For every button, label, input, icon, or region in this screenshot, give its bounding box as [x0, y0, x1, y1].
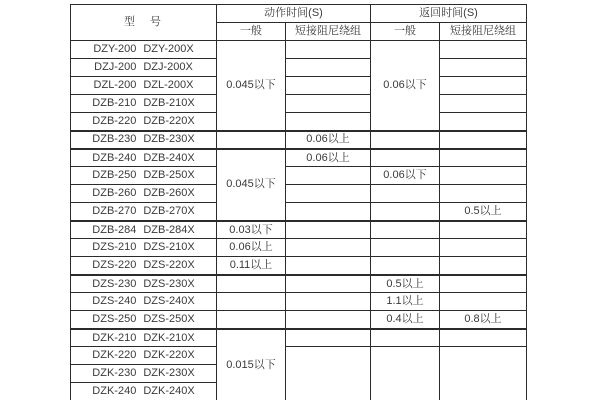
- model-name-x: DZB-220X: [143, 115, 195, 128]
- model-name: DZK-230: [92, 367, 137, 380]
- model-cell: [71, 59, 217, 77]
- model-name: DZJ-200: [94, 61, 137, 74]
- action-damping-cell: [286, 311, 371, 329]
- model-name-x: DZK-230X: [143, 367, 195, 380]
- return-general-cell: [371, 185, 440, 203]
- model-name-x: DZB-250X: [143, 169, 195, 182]
- model-name-x: DZS-210X: [143, 241, 195, 254]
- table-row: [71, 275, 527, 293]
- action-general-cell: 0.11以上: [217, 257, 286, 275]
- return-general-cell: 0.4以上: [371, 311, 440, 329]
- return-general-cell: [371, 221, 440, 239]
- model-cell: [71, 239, 217, 257]
- model-name: DZL-200: [93, 79, 137, 92]
- model-cell: [71, 383, 217, 400]
- table-row: [71, 167, 527, 185]
- action-damping-cell: 0.06以上: [286, 131, 371, 149]
- return-general-cell: 0.5以上: [371, 275, 440, 293]
- return-damping-cell: [440, 59, 527, 77]
- return-general-cell: [371, 203, 440, 221]
- return-general-cell: 0.06以下: [371, 167, 440, 185]
- action-damping-cell: [286, 167, 371, 185]
- action-general-cell: 0.015以下: [217, 329, 286, 400]
- model-name-x: DZL-200X: [143, 79, 194, 92]
- model-name-x: DZB-240X: [143, 151, 195, 164]
- table-row: [71, 257, 527, 275]
- table-row: [71, 59, 527, 77]
- return-damping-cell: [440, 149, 527, 167]
- action-damping-cell: [286, 203, 371, 221]
- model-cell: [71, 221, 217, 239]
- table-row: [71, 95, 527, 113]
- model-cell: [71, 113, 217, 131]
- model-cell: [71, 41, 217, 59]
- model-name-x: DZB-284X: [143, 223, 195, 236]
- action-general-cell: 0.03以下: [217, 221, 286, 239]
- return-damping-cell: [440, 95, 527, 113]
- model-cell: [71, 203, 217, 221]
- action-damping-cell: [286, 113, 371, 131]
- return-damping-cell: [440, 77, 527, 95]
- return-damping-cell: [440, 113, 527, 131]
- model-name-x: DZB-270X: [143, 205, 195, 218]
- table-row: [71, 149, 527, 167]
- return-damping-cell: [440, 41, 527, 59]
- model-cell: [71, 167, 217, 185]
- return-general-cell: [371, 131, 440, 149]
- return-damping-cell: [440, 221, 527, 239]
- return-damping-cell: [440, 185, 527, 203]
- return-damping-cell: 0.8以上: [440, 311, 527, 329]
- model-name: DZB-284: [92, 223, 137, 236]
- model-name-x: DZB-230X: [143, 133, 195, 146]
- model-cell: [71, 131, 217, 149]
- action-damping-cell: [286, 257, 371, 275]
- return-time-header: 返回时间(S): [371, 5, 527, 23]
- model-name: DZK-220: [92, 349, 137, 362]
- model-name: DZS-250: [92, 313, 137, 326]
- table-row: [71, 113, 527, 131]
- model-name: DZS-240: [92, 295, 137, 308]
- model-name: DZB-240: [92, 151, 137, 164]
- model-name: DZB-260: [92, 187, 137, 200]
- model-cell: [71, 275, 217, 293]
- model-name-x: DZK-240X: [143, 385, 195, 398]
- model-name: DZB-230: [92, 133, 137, 146]
- return-general-cell: [371, 347, 440, 400]
- return-damping-cell: [440, 131, 527, 149]
- model-header: [71, 5, 217, 41]
- action-damping-header: 短接阻尼绕组: [286, 23, 371, 41]
- model-name: DZS-210: [92, 241, 137, 254]
- model-cell: [71, 365, 217, 383]
- table-row: [71, 311, 527, 329]
- action-damping-cell: [286, 77, 371, 95]
- return-damping-cell: [440, 347, 527, 400]
- model-name-x: DZS-230X: [143, 277, 195, 290]
- model-name-x: DZK-220X: [143, 349, 195, 362]
- model-header-label: 型 号: [124, 16, 163, 29]
- return-general-cell: 1.1以上: [371, 293, 440, 311]
- action-damping-cell: [286, 185, 371, 203]
- action-damping-cell: [286, 329, 371, 347]
- model-cell: [71, 311, 217, 329]
- model-name-x: DZS-240X: [143, 295, 195, 308]
- return-damping-cell: [440, 329, 527, 347]
- table-row: [71, 347, 527, 365]
- return-damping-cell: [440, 239, 527, 257]
- spec-table: [70, 4, 527, 400]
- model-name: DZY-200: [93, 43, 137, 56]
- model-name-x: DZY-200X: [143, 43, 194, 56]
- model-cell: [71, 329, 217, 347]
- action-general-cell: [217, 311, 286, 329]
- action-general-cell: [217, 131, 286, 149]
- table-row: [71, 239, 527, 257]
- return-general-cell: [371, 149, 440, 167]
- model-cell: [71, 293, 217, 311]
- action-damping-cell: [286, 347, 371, 400]
- return-general-cell: 0.06以下: [371, 41, 440, 131]
- table-row: [71, 41, 527, 59]
- action-general-cell: 0.045以下: [217, 41, 286, 131]
- model-name: DZS-220: [92, 259, 137, 272]
- action-general-cell: [217, 275, 286, 293]
- table-row: [71, 185, 527, 203]
- action-damping-cell: [286, 221, 371, 239]
- model-cell: [71, 257, 217, 275]
- model-name-x: DZS-250X: [143, 313, 195, 326]
- model-name: DZB-270: [92, 205, 137, 218]
- model-name-x: DZB-210X: [143, 97, 195, 110]
- model-cell: [71, 95, 217, 113]
- model-name: DZK-240: [92, 385, 137, 398]
- model-cell: [71, 185, 217, 203]
- return-damping-cell: 0.5以上: [440, 203, 527, 221]
- action-general-cell: 0.06以上: [217, 239, 286, 257]
- return-damping-cell: [440, 167, 527, 185]
- table-row: [71, 329, 527, 347]
- model-name: DZK-210: [92, 331, 137, 344]
- table-row: [71, 131, 527, 149]
- model-name-x: DZJ-200X: [143, 61, 193, 74]
- model-name: DZB-220: [92, 115, 137, 128]
- model-cell: [71, 347, 217, 365]
- model-cell: [71, 77, 217, 95]
- action-time-header: 动作时间(S): [217, 5, 371, 23]
- return-damping-header: 短接阻尼绕组: [440, 23, 527, 41]
- return-general-header: 一般: [371, 23, 440, 41]
- action-damping-cell: [286, 239, 371, 257]
- return-damping-cell: [440, 293, 527, 311]
- model-name: DZB-210: [92, 97, 137, 110]
- return-general-cell: [371, 239, 440, 257]
- action-damping-cell: [286, 275, 371, 293]
- action-damping-cell: [286, 95, 371, 113]
- table-row: [71, 221, 527, 239]
- table-row: [71, 293, 527, 311]
- action-general-header: 一般: [217, 23, 286, 41]
- action-general-cell: [217, 293, 286, 311]
- model-name-x: DZB-260X: [143, 187, 195, 200]
- action-damping-cell: [286, 59, 371, 77]
- model-name-x: DZK-210X: [143, 331, 195, 344]
- return-damping-cell: [440, 275, 527, 293]
- return-general-cell: [371, 329, 440, 347]
- action-general-cell: 0.045以下: [217, 149, 286, 221]
- model-cell: [71, 149, 217, 167]
- model-name: DZB-250: [92, 169, 137, 182]
- model-name-x: DZS-220X: [143, 259, 195, 272]
- table-row: [71, 203, 527, 221]
- action-damping-cell: [286, 293, 371, 311]
- return-damping-cell: [440, 257, 527, 275]
- action-damping-cell: 0.06以上: [286, 149, 371, 167]
- table-row: [71, 77, 527, 95]
- model-name: DZS-230: [92, 277, 137, 290]
- action-damping-cell: [286, 41, 371, 59]
- return-general-cell: [371, 257, 440, 275]
